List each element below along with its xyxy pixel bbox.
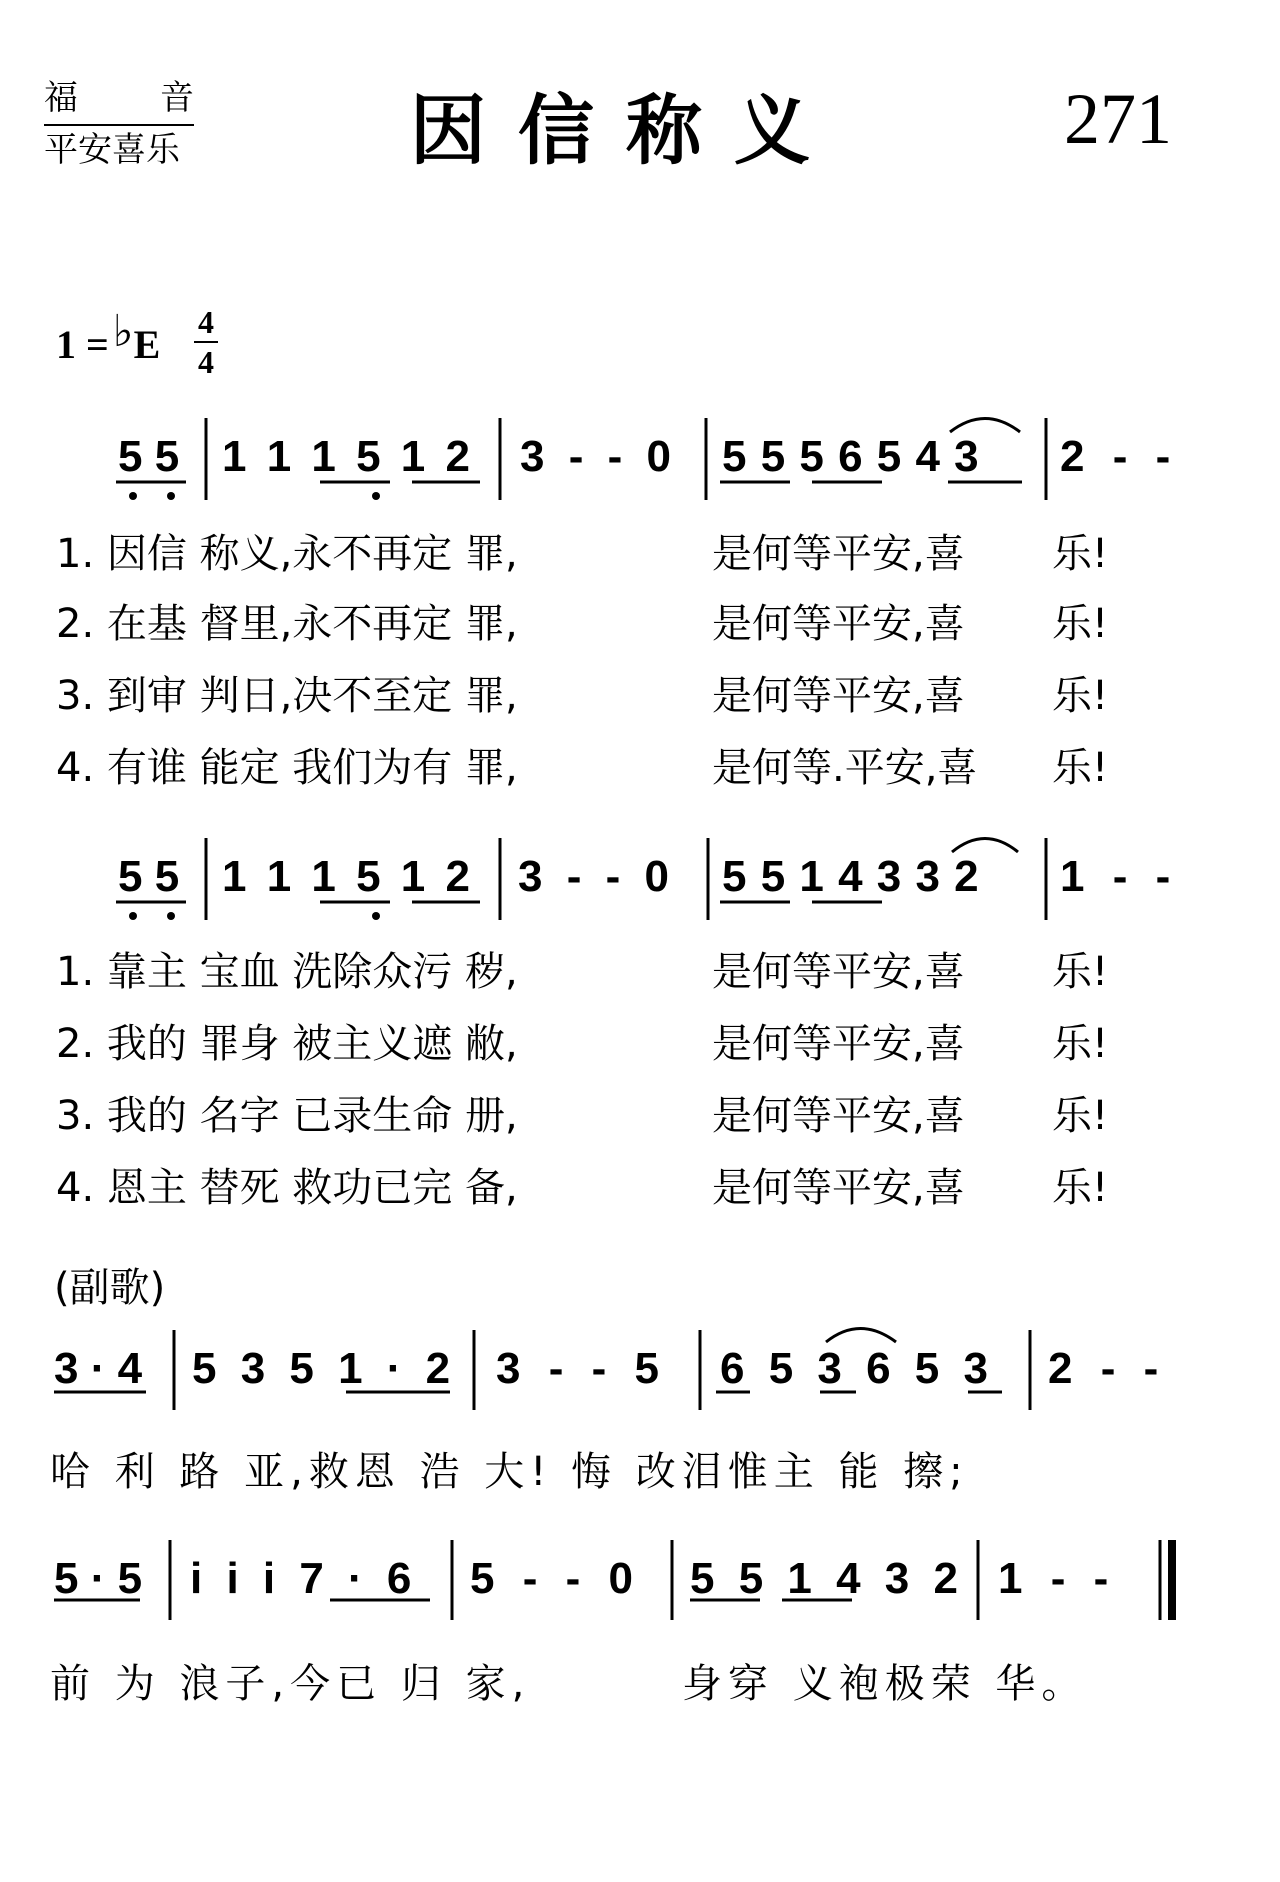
- lyric-line: 哈 利 路 亚,救恩 浩 大! 悔 改泪惟主 能 擦;: [50, 1449, 969, 1495]
- barlines: [170, 418, 1172, 1620]
- lyric-right: 是何等平安,喜: [712, 1165, 965, 1211]
- measure: 3 - - 0: [518, 852, 675, 901]
- chorus-label: (副歌): [54, 1265, 166, 1311]
- measure: 6 5 3 6 5 3: [720, 1344, 994, 1393]
- lyric-end: 乐!: [1052, 673, 1109, 719]
- octave-dots: [129, 492, 380, 920]
- lower-octave-dot: [167, 912, 175, 920]
- lyric-left: 2. 我的 罪身 被主义遮 敝,: [56, 1021, 518, 1067]
- lyric-end: 乐!: [1052, 601, 1109, 647]
- measure: 5 5 5 6 5 4 3: [722, 432, 980, 481]
- lyric-left: 4. 恩主 替死 救功已完 备,: [56, 1165, 518, 1211]
- measure: 2 - -: [1048, 1344, 1167, 1393]
- key-prefix: 1 =: [56, 322, 109, 367]
- hymn-title: 因信称义: [410, 86, 842, 175]
- lower-octave-dot: [372, 912, 380, 920]
- lyric-end: 乐!: [1052, 1165, 1109, 1211]
- category-label-bottom: 平安喜乐: [44, 130, 180, 170]
- measure: 1 - -: [998, 1554, 1117, 1603]
- lyric-right: 是何等.平安,喜: [712, 745, 978, 791]
- key-letter: E: [133, 322, 161, 367]
- measure: 5 - - 0: [470, 1554, 641, 1603]
- category-char-left: 福: [44, 78, 78, 118]
- lyric-left: 1. 因信 称义,永不再定 罪,: [56, 531, 518, 577]
- measure-pickup: 5 · 5: [54, 1554, 143, 1603]
- lyric-left: 2. 在基 督里,永不再定 罪,: [56, 601, 518, 647]
- lyric-right: 是何等平安,喜: [712, 1093, 965, 1139]
- lower-octave-dot: [129, 492, 137, 500]
- lyric-right: 身穿 义袍极荣 华。: [682, 1661, 1088, 1707]
- tie: [826, 1329, 896, 1343]
- lyric-right: 是何等平安,喜: [712, 601, 965, 647]
- measure: 5 5 1 4 3 2: [690, 1554, 964, 1603]
- lyric-right: 是何等平安,喜: [712, 949, 965, 995]
- measure: 3 - - 0: [520, 432, 677, 481]
- measure-pickup: 5 5: [118, 432, 180, 481]
- lyric-right: 是何等平安,喜: [712, 673, 965, 719]
- time-signature-bottom: 4: [198, 344, 214, 380]
- measure: i i i 7 · 6: [190, 1554, 418, 1603]
- lyric-left: 4. 有谁 能定 我们为有 罪,: [56, 745, 518, 791]
- lyric-end: 乐!: [1052, 1021, 1109, 1067]
- ties: [826, 419, 1020, 1343]
- lyric-end: 乐!: [1052, 1093, 1109, 1139]
- measure-pickup: 5 5: [118, 852, 180, 901]
- lyric-left: 3. 到审 判日,决不至定 罪,: [56, 673, 518, 719]
- category-char-right: 音: [160, 78, 194, 118]
- lyric-left: 1. 靠主 宝血 洗除众污 秽,: [56, 949, 518, 995]
- lyric-end: 乐!: [1052, 745, 1109, 791]
- lyric-end: 乐!: [1052, 949, 1109, 995]
- underlines: [54, 482, 1022, 1600]
- flat-sign: ♭: [112, 307, 134, 356]
- time-signature-top: 4: [198, 304, 214, 340]
- lower-octave-dot: [129, 912, 137, 920]
- lyric-right: 是何等平安,喜: [712, 531, 965, 577]
- lyric-right: 是何等平安,喜: [712, 1021, 965, 1067]
- measure: 1 - -: [1060, 852, 1179, 901]
- lyric-end: 乐!: [1052, 531, 1109, 577]
- lower-octave-dot: [167, 492, 175, 500]
- lower-octave-dot: [372, 492, 380, 500]
- measure: 3 - - 5: [496, 1344, 667, 1393]
- tie: [950, 419, 1020, 433]
- tie: [952, 839, 1018, 853]
- measure: 5 3 5 1 · 2: [192, 1344, 457, 1393]
- measure: 1 1 1 5 1 2: [222, 432, 474, 481]
- lyric-left: 3. 我的 名字 已录生命 册,: [56, 1093, 518, 1139]
- measure: 2 - -: [1060, 432, 1179, 481]
- measure-pickup: 3 · 4: [54, 1344, 143, 1393]
- measure: 5 5 1 4 3 3 2: [722, 852, 980, 901]
- hymn-number: 271: [1064, 79, 1172, 159]
- measure: 1 1 1 5 1 2: [222, 852, 474, 901]
- lyric-left: 前 为 浪子,今已 归 家,: [50, 1661, 531, 1707]
